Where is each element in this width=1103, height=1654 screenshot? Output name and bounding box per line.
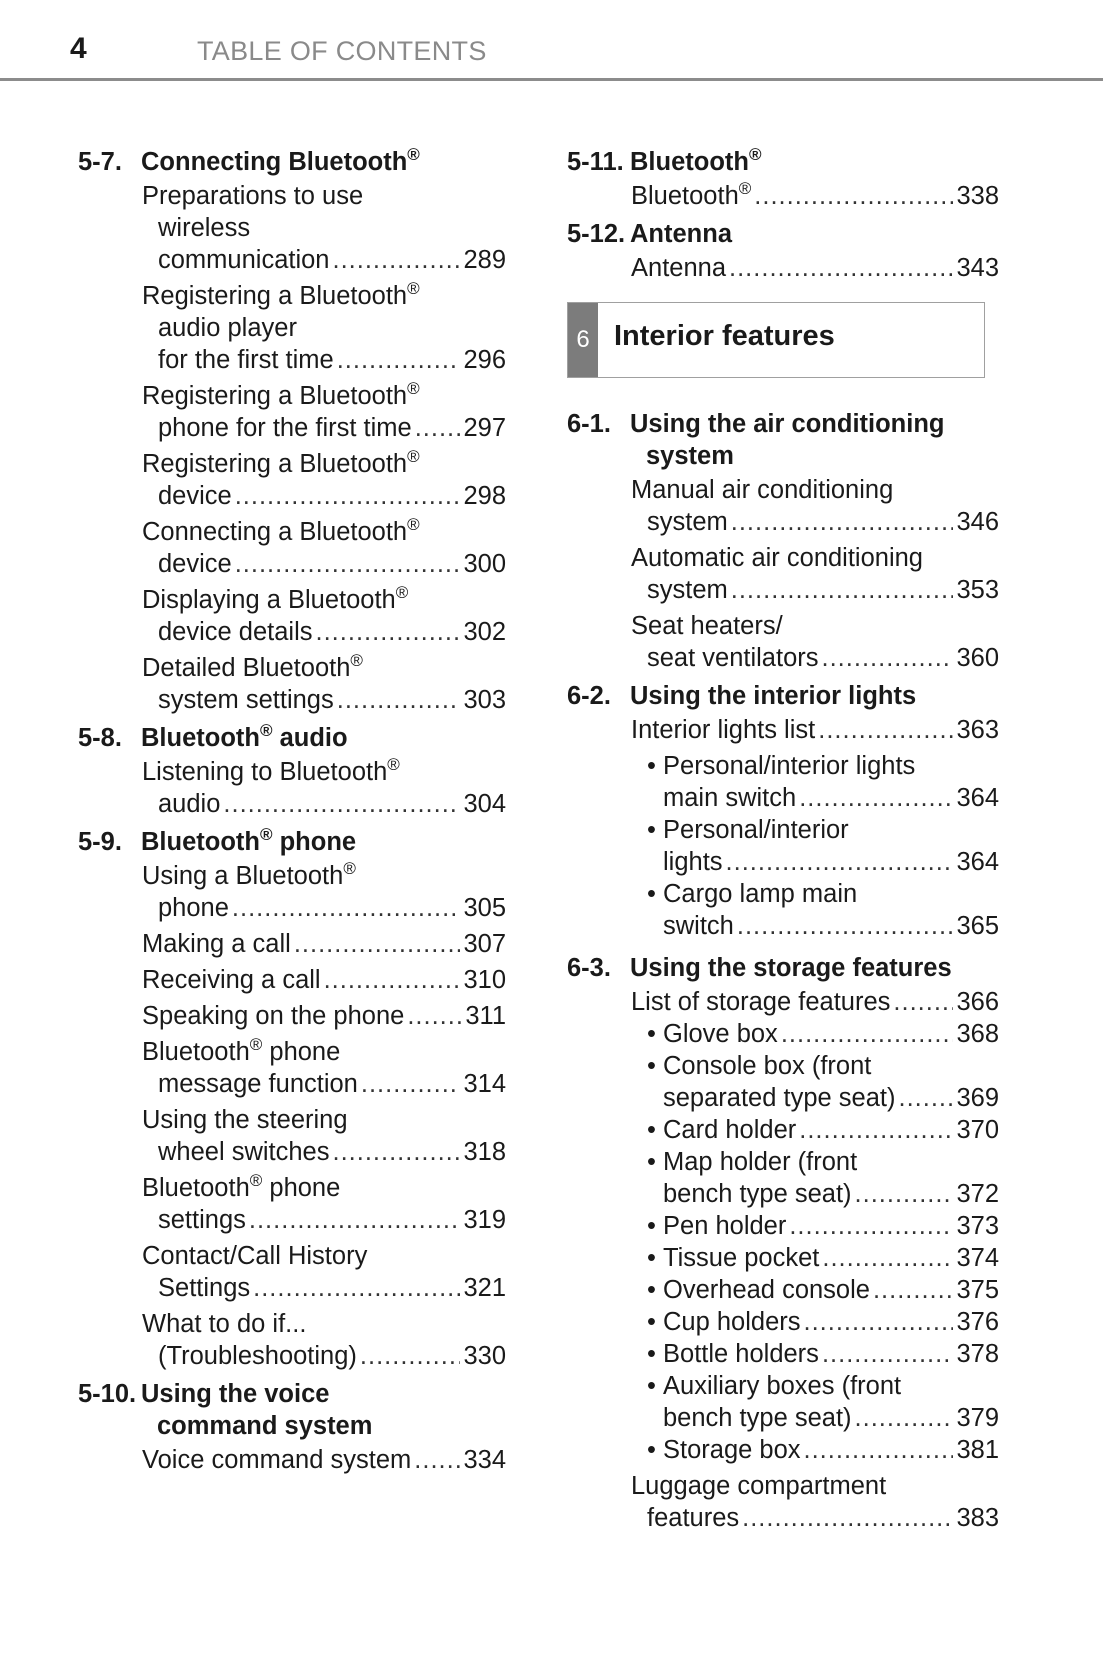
section-title: Connecting Bluetooth xyxy=(141,148,408,176)
toc-entry[interactable]: Registering a Bluetooth® audio player for the first time ..... 296 xyxy=(142,280,506,376)
toc-entry[interactable]: Preparations to use wireless communication ..... 289 xyxy=(142,180,506,276)
section-5-10-heading: 5-10. Using the voice command system xyxy=(78,1378,506,1442)
dot-leader xyxy=(822,642,954,674)
dot-leader xyxy=(822,1242,953,1274)
section-number: 5-11. xyxy=(567,148,624,176)
bullet: • xyxy=(647,1148,656,1176)
dot-leader xyxy=(415,412,461,444)
toc-subentry[interactable]: • Map holder (front bench type seat) ..... 372 xyxy=(647,1146,999,1210)
page-ref: 334 xyxy=(463,1446,506,1474)
bullet: • xyxy=(647,1372,656,1400)
dot-leader xyxy=(898,1082,953,1114)
toc-subentry[interactable]: • Tissue pocket ..... 374 xyxy=(647,1242,999,1274)
dot-leader xyxy=(731,506,954,538)
toc-entry[interactable]: Listening to Bluetooth® audio ..... 304 xyxy=(142,756,506,820)
page-ref: 297 xyxy=(463,414,506,442)
dot-leader xyxy=(333,244,461,276)
dot-leader xyxy=(726,846,954,878)
toc-entry[interactable]: Bluetooth® phone settings ..... 319 xyxy=(142,1172,506,1236)
dot-leader xyxy=(235,548,461,580)
section-6-2-heading xyxy=(567,680,999,712)
page-ref: 330 xyxy=(463,1342,506,1370)
header-title: TABLE OF CONTENTS xyxy=(197,36,487,66)
dot-leader xyxy=(822,1338,954,1370)
dot-leader xyxy=(407,1000,462,1032)
page-ref: 298 xyxy=(463,482,506,510)
dot-leader xyxy=(804,1306,954,1338)
section-number: 6-3. xyxy=(567,954,611,982)
page-ref: 364 xyxy=(956,848,999,876)
toc-subentry[interactable]: • Personal/interior lights ..... 364 xyxy=(647,814,999,878)
dot-leader xyxy=(799,1114,953,1146)
page-ref: 338 xyxy=(956,182,999,210)
toc-entry[interactable]: Using a Bluetooth® phone ..... 305 xyxy=(142,860,506,924)
toc-entry[interactable]: Registering a Bluetooth® device ..... 298 xyxy=(142,448,506,512)
section-5-7-heading xyxy=(78,146,506,178)
bullet: • xyxy=(647,1020,656,1048)
toc-entry[interactable]: Automatic air conditioning system ..... 353 xyxy=(631,542,999,606)
dot-leader xyxy=(789,1210,953,1242)
section-number: 6-2. xyxy=(567,682,611,710)
page-ref: 343 xyxy=(956,254,999,282)
dot-leader xyxy=(742,1502,953,1534)
dot-leader xyxy=(893,986,953,1018)
dot-leader xyxy=(873,1274,953,1306)
toc-entry[interactable]: Displaying a Bluetooth® device details ..... 302 xyxy=(142,584,506,648)
dot-leader xyxy=(818,714,953,746)
page-ref: 383 xyxy=(956,1504,999,1532)
section-title: Antenna xyxy=(630,220,732,248)
page-ref: 363 xyxy=(956,716,999,744)
dot-leader xyxy=(737,910,954,942)
toc-entry[interactable]: Seat heaters/ seat ventilators ..... 360 xyxy=(631,610,999,674)
section-number: 5-10. xyxy=(78,1380,137,1408)
dot-leader xyxy=(232,892,461,924)
toc-subentry[interactable]: • Cup holders ..... 376 xyxy=(647,1306,999,1338)
toc-subentry[interactable]: • Glove box ..... 368 xyxy=(647,1018,999,1050)
section-title: Using the interior lights xyxy=(630,682,917,710)
bullet: • xyxy=(647,1276,656,1304)
toc-subentry[interactable]: • Auxiliary boxes (front bench type seat) ..... 379 xyxy=(647,1370,999,1434)
bullet: • xyxy=(647,752,656,780)
section-title: Bluetooth xyxy=(630,148,749,176)
section-title: Bluetooth xyxy=(141,828,260,856)
toc-entry[interactable]: Detailed Bluetooth® system settings ..... 303 xyxy=(142,652,506,716)
page-ref: 307 xyxy=(463,930,506,958)
toc-entry[interactable]: Voice command system ..... 334 xyxy=(142,1444,506,1476)
chapter-number-tab: 6 xyxy=(568,303,598,377)
toc-subentry[interactable]: • Overhead console ..... 375 xyxy=(647,1274,999,1306)
toc-entry[interactable]: Antenna ..... 343 xyxy=(631,252,999,284)
section-number: 5-9. xyxy=(78,828,122,856)
page-ref: 302 xyxy=(463,618,506,646)
page-ref: 364 xyxy=(956,784,999,812)
page-ref: 360 xyxy=(956,644,999,672)
page-ref: 289 xyxy=(463,246,506,274)
page-ref: 346 xyxy=(956,508,999,536)
toc-entry[interactable]: Contact/Call History Settings ..... 321 xyxy=(142,1240,506,1304)
dot-leader xyxy=(337,344,461,376)
toc-entry[interactable]: Receiving a call ..... 310 xyxy=(142,964,506,996)
toc-subentry[interactable]: • Pen holder ..... 373 xyxy=(647,1210,999,1242)
bullet: • xyxy=(647,1436,656,1464)
toc-entry[interactable]: Registering a Bluetooth® phone for the first time ..... 297 xyxy=(142,380,506,444)
toc-subentry[interactable]: • Console box (front separated type seat) ..... 369 xyxy=(647,1050,999,1114)
bullet: • xyxy=(647,1212,656,1240)
page-ref: 376 xyxy=(956,1308,999,1336)
section-5-12-heading xyxy=(567,218,999,250)
section-number: 6-1. xyxy=(567,410,611,438)
page-ref: 375 xyxy=(956,1276,999,1304)
toc-column-left xyxy=(78,146,506,1480)
dot-leader xyxy=(855,1178,954,1210)
dot-leader xyxy=(729,252,953,284)
toc-entry[interactable]: Manual air conditioning system ..... 346 xyxy=(631,474,999,538)
dot-leader xyxy=(781,1018,954,1050)
page-ref: 305 xyxy=(463,894,506,922)
section-6-3-heading xyxy=(567,952,999,984)
toc-subentry[interactable]: • Storage box ..... 381 xyxy=(647,1434,999,1466)
page-header xyxy=(0,0,1103,80)
page-ref: 368 xyxy=(956,1020,999,1048)
dot-leader xyxy=(223,788,460,820)
dot-leader xyxy=(249,1204,461,1236)
page-ref: 296 xyxy=(463,346,506,374)
page-ref: 318 xyxy=(463,1138,506,1166)
section-title: Using the storage features xyxy=(630,954,952,982)
dot-leader xyxy=(316,616,461,648)
toc-subentry[interactable]: • Bottle holders ..... 378 xyxy=(647,1338,999,1370)
page-ref: 379 xyxy=(956,1404,999,1432)
toc-entry[interactable]: Bluetooth® ..... 338 xyxy=(631,180,999,212)
page-ref: 372 xyxy=(956,1180,999,1208)
chapter-title: Interior features xyxy=(614,320,835,352)
dot-leader xyxy=(731,574,954,606)
page-ref: 365 xyxy=(956,912,999,940)
section-number: 5-7. xyxy=(78,148,122,176)
header-divider xyxy=(0,78,1103,81)
section-number: 5-12. xyxy=(567,220,626,248)
section-6-1-heading: 6-1. Using the air conditioning system xyxy=(567,408,999,472)
section-5-8-heading: 5-8. Bluetooth® audio xyxy=(78,721,348,752)
page-ref: 300 xyxy=(463,550,506,578)
toc-entry[interactable]: Interior lights list ..... 363 xyxy=(631,714,999,746)
dot-leader xyxy=(235,480,461,512)
page-ref: 373 xyxy=(956,1212,999,1240)
bullet: • xyxy=(647,1244,656,1272)
section-title: Using the air conditioning xyxy=(630,410,945,438)
dot-leader xyxy=(360,1340,461,1372)
registered-mark: ® xyxy=(407,145,420,164)
toc-entry[interactable]: Bluetooth® phone message function ..... 314 xyxy=(142,1036,506,1100)
toc-entry[interactable]: Using the steering wheel switches ..... 318 xyxy=(142,1104,506,1168)
toc-entry[interactable]: Speaking on the phone ..... 311 xyxy=(142,1000,506,1032)
page-number: 4 xyxy=(70,32,87,65)
dot-leader xyxy=(333,1136,461,1168)
toc-column-right xyxy=(567,146,999,1538)
bullet: • xyxy=(647,1052,656,1080)
toc-entry[interactable]: List of storage features ..... 366 xyxy=(631,986,999,1018)
section-number: 5-8. xyxy=(78,724,122,752)
toc-entry[interactable]: Making a call ..... 307 xyxy=(142,928,506,960)
section-5-11-heading: 5-11. Bluetooth® xyxy=(567,145,762,176)
dot-leader xyxy=(324,964,461,996)
bullet: • xyxy=(647,816,656,844)
toc-subentry[interactable]: • Card holder ..... 370 xyxy=(647,1114,999,1146)
bullet: • xyxy=(647,1308,656,1336)
page-ref: 310 xyxy=(463,966,506,994)
dot-leader xyxy=(294,928,461,960)
dot-leader xyxy=(337,684,461,716)
bullet: • xyxy=(647,1116,656,1144)
toc-entry[interactable]: Luggage compartment features ..... 383 xyxy=(631,1470,999,1534)
page-ref: 369 xyxy=(956,1084,999,1112)
page-ref: 353 xyxy=(956,576,999,604)
page-ref: 321 xyxy=(463,1274,506,1302)
bullet: • xyxy=(647,1340,656,1368)
dot-leader xyxy=(253,1272,460,1304)
page-ref: 311 xyxy=(465,1002,506,1030)
dot-leader xyxy=(855,1402,954,1434)
dot-leader xyxy=(754,180,953,212)
dot-leader xyxy=(414,1444,460,1476)
bullet: • xyxy=(647,880,656,908)
section-title: Bluetooth xyxy=(141,724,260,752)
page-ref: 381 xyxy=(956,1436,999,1464)
dot-leader xyxy=(361,1068,461,1100)
toc-subentry[interactable]: • Personal/interior lights main switch ..... 364 xyxy=(647,750,999,814)
page-ref: 314 xyxy=(463,1070,506,1098)
toc-entry[interactable]: What to do if... (Troubleshooting) ..... 330 xyxy=(142,1308,506,1372)
toc-subentry[interactable]: • Cargo lamp main switch ..... 365 xyxy=(647,878,999,942)
page-ref: 303 xyxy=(463,686,506,714)
dot-leader xyxy=(804,1434,954,1466)
page-ref: 378 xyxy=(956,1340,999,1368)
page-ref: 319 xyxy=(463,1206,506,1234)
toc-entry[interactable]: Connecting a Bluetooth® device ..... 300 xyxy=(142,516,506,580)
dot-leader xyxy=(799,782,953,814)
page-ref: 374 xyxy=(956,1244,999,1272)
page-ref: 366 xyxy=(956,988,999,1016)
section-title: Using the voice xyxy=(141,1380,330,1408)
chapter-6-banner[interactable] xyxy=(567,302,985,378)
section-5-9-heading: 5-9. Bluetooth® phone xyxy=(78,825,357,856)
page-ref: 304 xyxy=(463,790,506,818)
page-ref: 370 xyxy=(956,1116,999,1144)
